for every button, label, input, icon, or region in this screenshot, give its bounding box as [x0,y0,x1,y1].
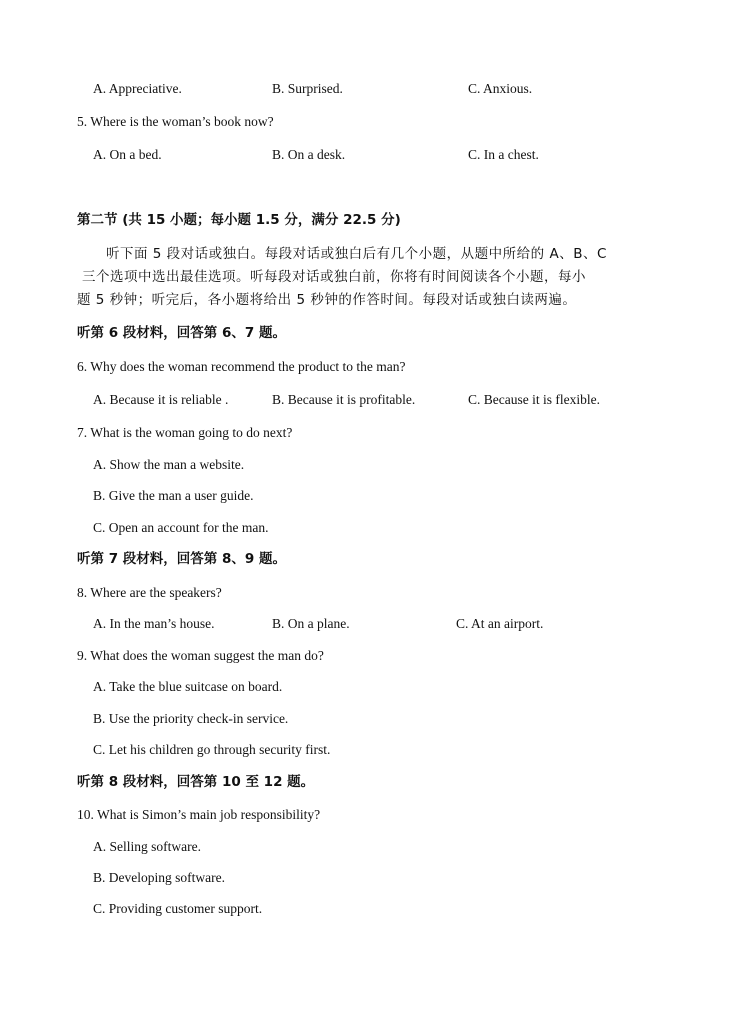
q8-option-a: A. In the man’s house. [93,616,215,631]
instruction-line-2: 三个选项中选出最佳选项。听每段对话或独白前，你将有时间阅读各个小题，每小 [82,269,586,285]
q9-option-c: C. Let his children go through security first. [93,742,331,757]
q10-option-c: C. Providing customer support. [93,901,263,916]
instruction-line-1: 听下面 5 段对话或独白。每段对话或独白后有几个小题，从题中所给的 A、B、C [106,246,607,262]
instruction-line-3: 题 5 秒钟；听完后，各小题将给出 5 秒钟的作答时间。每段对话或独白读两遍。 [77,292,577,308]
q9-option-b: B. Use the priority check-in service. [93,711,289,726]
q5-option-c: C. In a chest. [468,147,539,162]
q4-option-a: A. Appreciative. [93,81,182,96]
q10-option-b: B. Developing software. [93,870,225,885]
q9-option-a: A. Take the blue suitcase on board. [93,679,283,694]
group-8-heading: 听第 8 段材料，回答第 10 至 12 题。 [77,774,315,790]
q4-option-c: C. Anxious. [468,81,533,96]
q6-option-b: B. Because it is profitable. [272,392,416,407]
q4-option-b: B. Surprised. [272,81,343,96]
q5-option-b: B. On a desk. [272,147,346,162]
q6-option-c: C. Because it is flexible. [468,392,600,407]
q8-option-b: B. On a plane. [272,616,350,631]
q7-option-c: C. Open an account for the man. [93,520,269,535]
q8-option-c: C. At an airport. [456,616,544,631]
q6-stem: 6. Why does the woman recommend the product to the man? [77,359,406,374]
q9-stem: 9. What does the woman suggest the man do? [77,648,324,663]
q7-option-b: B. Give the man a user guide. [93,488,254,503]
group-7-heading: 听第 7 段材料，回答第 8、9 题。 [77,551,286,567]
q7-stem: 7. What is the woman going to do next? [77,425,293,440]
q7-option-a: A. Show the man a website. [93,457,245,472]
q6-option-a: A. Because it is reliable . [93,392,229,407]
group-6-heading: 听第 6 段材料，回答第 6、7 题。 [77,325,286,341]
q10-stem: 10. What is Simon’s main job responsibility? [77,807,321,822]
section-title: 第二节 (共 15 小题；每小题 1.5 分，满分 22.5 分) [77,212,401,228]
q8-stem: 8. Where are the speakers? [77,585,222,600]
q10-option-a: A. Selling software. [93,839,201,854]
q5-option-a: A. On a bed. [93,147,162,162]
q5-stem: 5. Where is the woman’s book now? [77,114,274,129]
